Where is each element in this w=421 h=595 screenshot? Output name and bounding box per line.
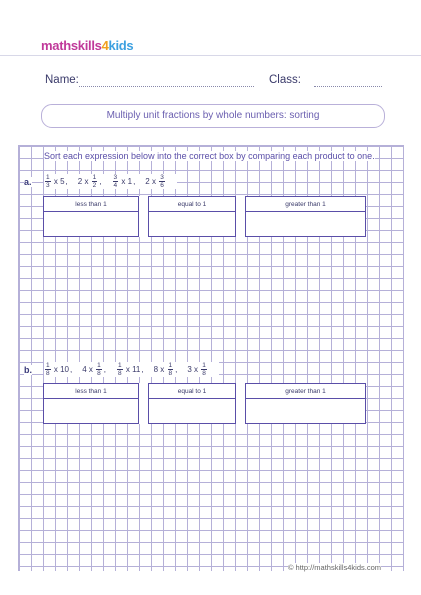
numerator: 3 bbox=[160, 174, 164, 181]
fraction bbox=[201, 362, 207, 377]
answer-box-less[interactable] bbox=[44, 212, 139, 237]
answer-box-less[interactable] bbox=[44, 399, 139, 424]
denominator: 8 bbox=[168, 370, 173, 377]
denominator: 8 bbox=[117, 370, 122, 377]
separator: , bbox=[65, 177, 68, 186]
expression-item bbox=[112, 174, 136, 189]
instructions: Sort each expression below into the correct box by comparing each product to one. bbox=[44, 151, 375, 161]
column-header-greater: greater than 1 bbox=[246, 197, 366, 212]
column-header-less: less than 1 bbox=[44, 384, 139, 399]
times-sign: x bbox=[149, 177, 159, 186]
times-sign: x bbox=[119, 177, 128, 186]
expression-item bbox=[116, 362, 144, 377]
times-sign: x bbox=[158, 365, 167, 374]
fraction bbox=[92, 174, 98, 189]
times-sign: x bbox=[86, 365, 96, 374]
name-label: Name: bbox=[45, 74, 79, 86]
class-field-line[interactable] bbox=[314, 86, 382, 87]
denominator: 8 bbox=[97, 370, 101, 377]
whole-number: 3 bbox=[187, 365, 192, 374]
times-sign: x bbox=[82, 177, 91, 186]
brand-logo: mathskills4kids bbox=[41, 38, 134, 53]
numerator: 1 bbox=[168, 362, 173, 369]
answer-box-greater[interactable] bbox=[246, 212, 366, 237]
whole-number: 4 bbox=[82, 365, 87, 374]
whole-number: 8 bbox=[153, 365, 159, 374]
numerator: 1 bbox=[92, 174, 97, 181]
column-header-equal: equal to 1 bbox=[148, 197, 235, 212]
column-header-less: less than 1 bbox=[44, 197, 139, 212]
expression-item bbox=[44, 362, 72, 377]
fraction bbox=[117, 362, 123, 377]
problem-b-sort-table bbox=[43, 383, 366, 424]
class-label: Class: bbox=[269, 74, 301, 86]
answer-box-equal[interactable] bbox=[148, 212, 235, 237]
problem-a-label: a. bbox=[24, 177, 32, 187]
denominator: 8 bbox=[46, 370, 50, 377]
denominator: 2 bbox=[92, 182, 97, 189]
header-divider bbox=[0, 55, 421, 56]
fraction bbox=[113, 174, 119, 189]
numerator: 1 bbox=[117, 362, 122, 369]
fraction bbox=[159, 174, 165, 189]
whole-number: 1 bbox=[127, 177, 133, 186]
column-header-greater: greater than 1 bbox=[246, 384, 366, 399]
whole-number: 2 bbox=[145, 177, 150, 186]
denominator: 4 bbox=[113, 182, 118, 189]
copyright-footer: © http://mathskills4kids.com bbox=[287, 563, 381, 572]
fraction bbox=[45, 362, 51, 377]
expression-item bbox=[145, 174, 167, 189]
expression-item bbox=[78, 174, 102, 189]
denominator: 8 bbox=[202, 370, 206, 377]
problem-b-expressions bbox=[44, 362, 219, 377]
numerator: 1 bbox=[46, 174, 50, 181]
whole-number: 5 bbox=[60, 177, 65, 186]
problem-a-sort-table bbox=[43, 196, 366, 237]
problem-b-label: b. bbox=[24, 365, 32, 375]
times-sign: x bbox=[51, 177, 61, 186]
separator: , bbox=[103, 365, 106, 374]
answer-box-greater[interactable] bbox=[246, 399, 366, 424]
fraction bbox=[168, 362, 174, 377]
expression-item bbox=[44, 174, 68, 189]
expression-item bbox=[187, 362, 209, 377]
numerator: 3 bbox=[113, 174, 118, 181]
expression-item bbox=[82, 362, 106, 377]
separator: , bbox=[99, 177, 102, 186]
worksheet-title: Multiply unit fractions by whole numbers: sorting bbox=[41, 104, 385, 128]
separator: , bbox=[141, 365, 144, 374]
fraction bbox=[96, 362, 102, 377]
expression-item bbox=[154, 362, 178, 377]
separator: , bbox=[175, 365, 178, 374]
whole-number: 11 bbox=[132, 365, 141, 374]
times-sign: x bbox=[191, 365, 201, 374]
whole-number: 10 bbox=[60, 365, 69, 374]
numerator: 1 bbox=[97, 362, 101, 369]
numerator: 1 bbox=[202, 362, 206, 369]
times-sign: x bbox=[123, 365, 133, 374]
times-sign: x bbox=[51, 365, 61, 374]
answer-box-equal[interactable] bbox=[148, 399, 235, 424]
separator: , bbox=[133, 177, 136, 186]
numerator: 1 bbox=[46, 362, 50, 369]
separator: , bbox=[69, 365, 73, 374]
problem-a-expressions bbox=[44, 174, 177, 189]
name-field-line[interactable] bbox=[79, 86, 254, 87]
whole-number: 2 bbox=[77, 177, 83, 186]
fraction bbox=[45, 174, 51, 189]
denominator: 3 bbox=[46, 182, 50, 189]
column-header-equal: equal to 1 bbox=[148, 384, 235, 399]
denominator: 6 bbox=[160, 182, 164, 189]
